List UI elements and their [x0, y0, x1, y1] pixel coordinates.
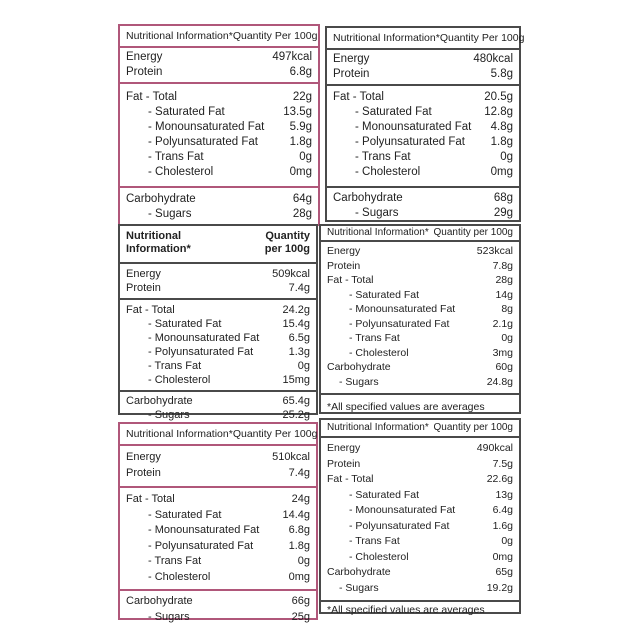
nutrient-row: - Polyunsaturated Fat 1.8g — [355, 136, 513, 148]
nutrient-row: Fat - Total 24.2g — [126, 304, 310, 316]
nutrient-section — [321, 242, 519, 395]
carbohydrate-section — [120, 591, 316, 627]
header-quantity: Quantity per 100g — [433, 422, 513, 433]
fat-section — [120, 300, 316, 392]
nutrient-row: Carbohydrate 65g — [327, 566, 513, 578]
nutrient-row: Energy 490kcal — [327, 442, 513, 454]
header-title: Nutritional Information* — [327, 422, 429, 433]
carbohydrate-section — [327, 188, 519, 223]
averages-note: *All specified values are averages — [327, 604, 485, 616]
nutrient-row: - Trans Fat 0g — [355, 151, 513, 163]
fat-section — [120, 84, 318, 188]
header-quantity: Quantity Per 100g — [232, 428, 318, 440]
nutrient-row: - Cholesterol 3mg — [349, 346, 513, 359]
energy-protein-section — [327, 50, 519, 86]
nutrient-row: Energy 510kcal — [126, 451, 310, 463]
nutrient-row: - Cholesterol 0mg — [148, 166, 312, 178]
nutrient-row: - Monounsaturated Fat 6.4g — [349, 504, 513, 516]
nutrient-row: - Sugars 25.2g — [148, 409, 310, 421]
nutrient-row: Fat - Total 28g — [327, 274, 513, 286]
nutrient-row: - Saturated Fat 15.4g — [148, 318, 310, 330]
header-quantity: Quantity Per 100g — [439, 32, 525, 44]
nutrition-panel-3 — [118, 224, 318, 421]
panel-header — [321, 226, 519, 242]
nutrient-row: - Saturated Fat 13.5g — [148, 106, 312, 118]
nutrition-panel-6 — [319, 418, 521, 614]
nutrient-row: Fat - Total 20.5g — [333, 91, 513, 103]
fat-section — [120, 488, 316, 591]
nutrition-panel-1 — [118, 24, 320, 226]
nutrient-row: Energy 497kcal — [126, 51, 312, 63]
header-title: Nutritional Information* — [126, 30, 233, 42]
nutrient-row: Protein 7.5g — [327, 457, 513, 470]
nutrient-row: Protein 7.4g — [126, 466, 310, 479]
nutrient-row: - Sugars 19.2g — [339, 581, 513, 594]
nutrient-row: - Saturated Fat 12.8g — [355, 106, 513, 118]
nutrient-row: Carbohydrate 66g — [126, 595, 310, 607]
header-quantity: Quantity per 100g — [433, 227, 513, 238]
note-section — [321, 395, 519, 415]
nutrient-row: Fat - Total 22g — [126, 91, 312, 103]
carbohydrate-section — [120, 392, 316, 424]
nutrient-row: Carbohydrate 60g — [327, 361, 513, 373]
nutrient-row: - Saturated Fat 13g — [349, 488, 513, 501]
nutrient-row: - Trans Fat 0g — [148, 360, 310, 372]
nutrient-row: Carbohydrate 64g — [126, 193, 312, 205]
header-title: Nutritional Information* — [126, 230, 191, 255]
nutrient-row: - Trans Fat 0g — [349, 332, 513, 344]
header-title: Nutritional Information* — [327, 227, 429, 238]
nutrition-panel-5 — [118, 422, 318, 623]
nutrient-row: - Trans Fat 0g — [148, 151, 312, 163]
nutrient-row: - Cholesterol 0mg — [148, 570, 310, 583]
nutrient-row: - Monounsaturated Fat 5.9g — [148, 121, 312, 133]
nutrient-row: Protein 5.8g — [333, 68, 513, 80]
nutrient-row: - Polyunsaturated Fat 1.8g — [148, 136, 312, 148]
nutrient-row: - Sugars 25g — [148, 610, 310, 623]
nutrient-row: Protein 6.8g — [126, 66, 312, 78]
nutrient-row: - Polyunsaturated Fat 1.8g — [148, 539, 310, 552]
nutrient-row: - Monounsaturated Fat 6.5g — [148, 332, 310, 344]
energy-protein-section — [120, 264, 316, 300]
panel-header — [321, 420, 519, 438]
nutrient-row: - Sugars 28g — [148, 208, 312, 220]
nutrient-row: - Polyunsaturated Fat 1.3g — [148, 346, 310, 358]
header-quantity: Quantity per 100g — [264, 230, 310, 255]
nutrient-row: Fat - Total 24g — [126, 493, 310, 505]
averages-note: *All specified values are averages — [327, 401, 485, 413]
nutrient-row: - Polyunsaturated Fat 2.1g — [349, 317, 513, 330]
nutrient-row: - Saturated Fat 14.4g — [148, 508, 310, 521]
nutrition-panel-2 — [325, 26, 525, 222]
nutrient-row: - Monounsaturated Fat 6.8g — [148, 524, 310, 536]
nutrient-row: - Sugars 24.8g — [339, 375, 513, 388]
nutrient-row: Energy 480kcal — [333, 53, 513, 65]
panel-header — [120, 424, 316, 446]
nutrient-row: Fat - Total 22.6g — [327, 473, 513, 485]
panel-header — [120, 226, 316, 264]
note-section — [321, 602, 519, 618]
nutrient-row: Energy 523kcal — [327, 245, 513, 257]
nutrient-row: Protein 7.8g — [327, 259, 513, 272]
energy-protein-section — [120, 48, 318, 84]
nutrient-row: Protein 7.4g — [126, 282, 310, 294]
nutrient-row: - Saturated Fat 14g — [349, 288, 513, 301]
nutrient-row: Carbohydrate 65.4g — [126, 395, 310, 407]
nutrient-row: - Cholesterol 0mg — [355, 166, 513, 178]
panel-header — [327, 28, 525, 50]
nutrient-row: - Cholesterol 15mg — [148, 374, 310, 386]
nutrient-row: - Cholesterol 0mg — [349, 550, 513, 563]
fat-section — [327, 86, 519, 188]
nutrient-row: - Monounsaturated Fat 8g — [349, 303, 513, 315]
nutrient-row: - Trans Fat 0g — [349, 535, 513, 547]
header-title: Nutritional Information* — [333, 32, 440, 44]
nutrient-row: - Sugars 29g — [355, 207, 513, 219]
nutrition-panel-4 — [319, 224, 521, 414]
header-quantity: Quantity Per 100g — [232, 30, 318, 42]
carbohydrate-section — [120, 188, 318, 224]
header-title: Nutritional Information* — [126, 428, 233, 440]
nutrient-row: - Monounsaturated Fat 4.8g — [355, 121, 513, 133]
nutrient-section — [321, 438, 519, 602]
nutrient-row: - Polyunsaturated Fat 1.6g — [349, 519, 513, 532]
energy-protein-section — [120, 446, 316, 488]
nutrient-row: Carbohydrate 68g — [333, 192, 513, 204]
nutrient-row: Energy 509kcal — [126, 268, 310, 280]
panel-header — [120, 26, 318, 48]
nutrient-row: - Trans Fat 0g — [148, 555, 310, 567]
